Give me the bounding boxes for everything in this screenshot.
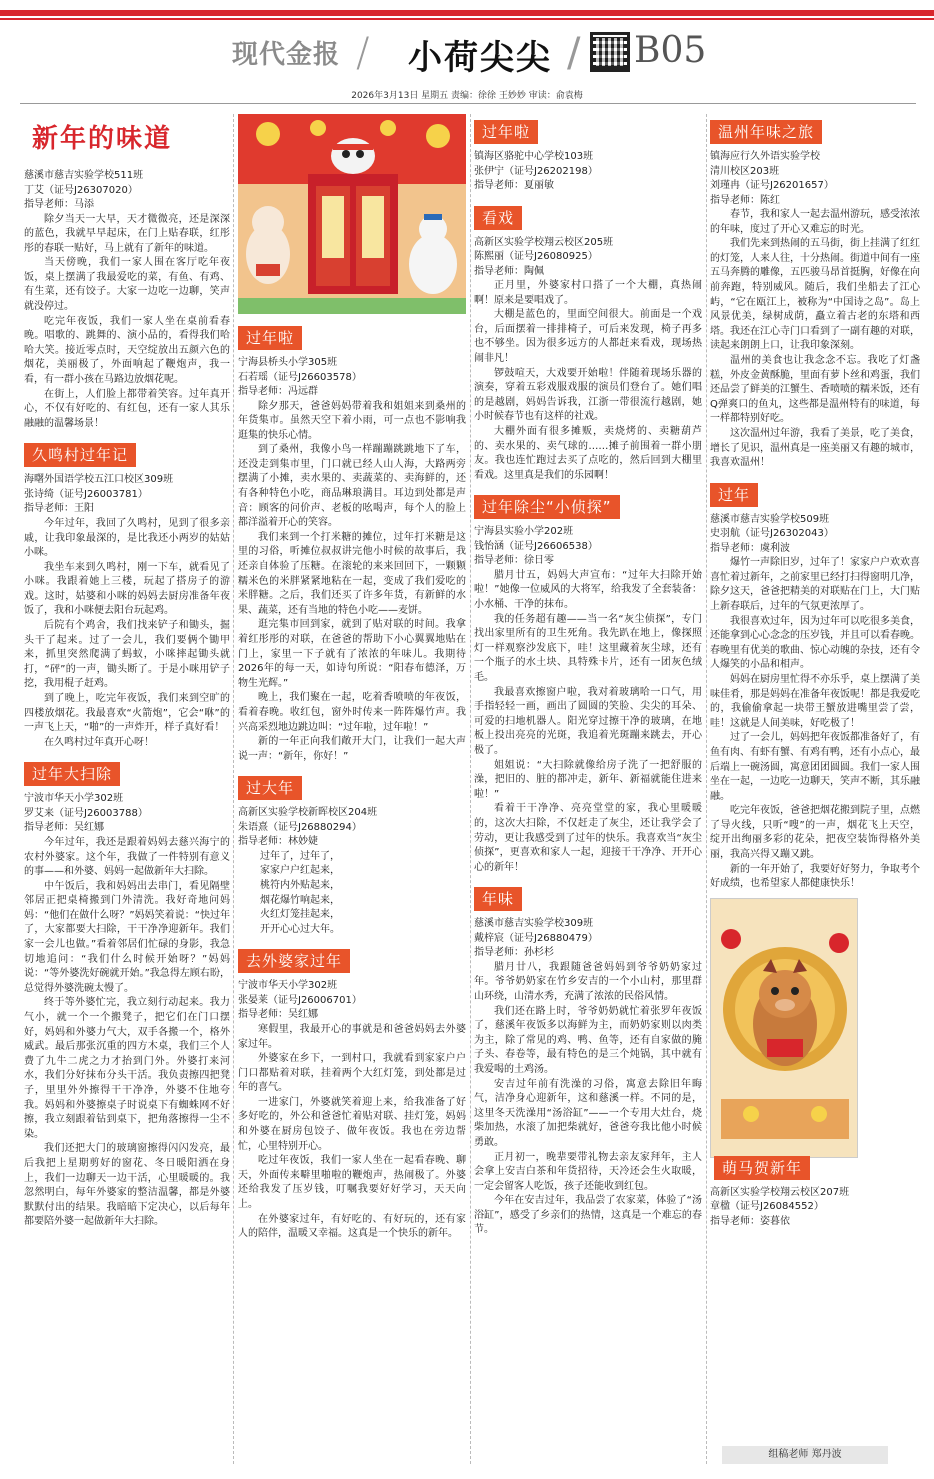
paragraph: 这次温州过年游，我看了美景，吃了美食，增长了见识，温州真是一座美丽又有趣的城市，我喜欢温州！: [710, 427, 920, 469]
paragraph: 我们还在路上时，爷爷奶奶就忙着张罗年夜饭了，慈溪年夜饭多以海鲜为主，而奶奶家则以肉类为主，除了常见的鸡、鸭、鱼等，还有自家做的腌子头、春卷等，最有特色的是三个炖锅，其中就有我爱喝的土鸡汤。: [474, 1005, 702, 1075]
column-divider: [706, 114, 707, 1464]
article-title-tag: 年味: [474, 887, 522, 911]
paragraph: 寒假里，我最开心的事就是和爸爸妈妈去外婆家过年。: [238, 1023, 466, 1050]
column-3: [474, 114, 702, 1238]
article-title-tag: 温州年味之旅: [710, 120, 822, 144]
paragraph: 终于等外婆忙完，我立刻行动起来。我力气小，就一个一个搬凳子，把它们在门口摆好，妈妈和外婆力气大，双手各搬一个，格外威武。最后那张沉重的四方木桌，我们三个人费了九牛二虎之力才抬到门外。外婆打来河水，我们分好抹布分头干活。我负责擦四把凳子，里里外外擦得干干净净，外婆不住地夸我。妈妈和外婆擦桌子时说桌下有蜘蛛网不好擦，我立刻跟着钻到桌下，把角落擦得一尘不染。: [24, 997, 230, 1140]
article: [474, 200, 702, 484]
paragraph: 在街上，人们脸上都带着笑容。过年真开心，不仅有好吃的、有红包，还有一家人其乐融融的温馨场景！: [24, 388, 230, 429]
top-red-rule-thin: [0, 18, 934, 20]
paragraph: 后院有个鸡舍，我们找来铲子和锄头，掘头干了起来。过了一会儿，我们要俩个锄甲来，抓里突然爬满了蚂蚁，小咪摔起锄头就打，“砰”的一声，锄头断了。于是小咪用铲子挖，我用棍子赶鸡。: [24, 620, 230, 690]
paragraph: 我们先来到热闹的五马街，街上挂满了红红的灯笼，人来人往，十分热闹。街道中间有一座五马奔腾的雕像，五匹骏马昂首挺胸，好像在向前奔跑，特别威风。随后，我们坐船去了江心屿，“它在瓯江上，被称为“中国诗之岛”。岛上风景优美，绿树成荫，矗立着古老的东塔和西塔。我还在江心寺门口看到了一副有趣的对联，读起来朗朗上口，让我印象深刻。: [710, 238, 920, 352]
paragraph: 过了一会儿，妈妈把年夜饭都准备好了，有鱼有肉、有虾有蟹、有鸡有鸭，还有小点心，最后端上一碗汤圆，寓意团团圆圆。我们一家人围坐在一起，一边吃一边聊天，笑声不断，其乐融融。: [710, 732, 920, 802]
byline-author: 丁艾（证号J26307020）: [24, 184, 138, 196]
column-2: [238, 114, 466, 1242]
paragraph: 我的任务超有趣——当一名“灰尘侦探”，专门找出家里所有的卫生死角。我先趴在地上，像探照灯一样观察沙发底下，哇！这里藏着灰尘球，还有一个瓶子的水土块、具特殊卡片，还有一团灰色绒毛。: [474, 613, 702, 683]
article: [710, 477, 920, 892]
paragraph: 除夕当天一大早，天才微微亮，还是深深的蓝色，我就早早起床，在门上贴春联，红彤彤的春联一贴好，马上就有了新年的味道。: [24, 213, 230, 254]
article: [238, 320, 466, 764]
paragraph: 春节，我和家人一起去温州游玩，感受浓浓的年味，度过了开心又难忘的时光。: [710, 209, 920, 235]
byline-teacher: 指导老师：虞利波: [710, 542, 790, 554]
byline: [710, 150, 920, 208]
byline-school: 宁波市华天小学302班: [238, 980, 338, 992]
header-rule: [20, 103, 916, 104]
poem-line: 火红灯笼挂起来，: [260, 909, 340, 921]
byline-school: 高新区实验学校翔云校区207班: [710, 1186, 850, 1198]
painting-drawing: [238, 114, 466, 314]
top-red-rule: [0, 10, 934, 16]
editor-credit: 组稿老师 郑丹波: [722, 1446, 888, 1464]
byline-school: 慈溪市慈吉实验学校309班: [474, 918, 594, 930]
column-divider: [233, 114, 234, 1464]
dateline: 2026年3月13日 星期五 责编：徐徐 王妙妙 审读：俞袁梅: [351, 91, 583, 101]
article-title: 新年的味道: [32, 124, 173, 154]
page-number: B05: [634, 30, 707, 71]
byline-teacher: 指导老师：夏丽敏: [474, 180, 554, 191]
paragraph: 在久鸣村过年真开心呀！: [44, 736, 154, 748]
article-title-tag: 萌马贺新年: [714, 1156, 810, 1180]
article: [474, 881, 702, 1238]
byline: [474, 525, 702, 569]
paragraph: 我很喜欢过年，因为过年可以吃很多美食，还能拿到心心念念的压岁钱，并且可以看春晚。春晚里有优美的歌曲、惊心动魄的杂技，还有令人爆笑的小品和相声。: [710, 615, 920, 671]
byline-teacher: 指导老师：陶佩: [474, 265, 544, 277]
article: [24, 756, 230, 1230]
byline-school: 镇海区骆驼中心学校103班: [474, 151, 594, 162]
byline: [238, 356, 466, 400]
paragraph: 今年在安吉过年，我品尝了农家菜，体验了“汤浴缸”，感受了乡亲们的热情，这真是一个难忘的春节。: [474, 1195, 702, 1236]
article: [238, 943, 466, 1241]
paragraph: 温州的美食也让我念念不忘。我吃了灯盏糕，外皮金黄酥脆，里面有萝卜丝和鸡蛋，我们还品尝了鲜美的江蟹生、香喷喷的糯米饭，还有Q弹爽口的鱼丸，这些都是温州特有的味道，每一样都特别好吃。: [710, 354, 920, 425]
article: [24, 118, 230, 431]
paragraph: 我们来到一个打米糖的摊位，过年打米糖是这里的习俗，听摊位叔叔讲完他小时候的故事后，我还亲自体验了压糖。在滚轮的来来回回下，一颗颗糯米色的米胖紧紧地粘在一起，变成了我们爱吃的米胖糖。之后，我们还买了许多年货，有新鲜的水果、蔬菜，还有当地的特色小吃——麦饼。: [238, 531, 466, 616]
paragraph: 爆竹一声除旧岁，过年了！家家户户欢欢喜喜忙着过新年，之前家里已经打扫得窗明几净，除夕这天，爸爸把精美的对联贴在门上，大门贴上新春联后，过年的气氛更浓厚了。: [710, 557, 920, 612]
paragraph: 新的一年正向我们敞开大门，让我们一起大声说一声：“新年，你好！”: [238, 736, 466, 762]
byline-author: 朱语熹（证号J26880294）: [238, 821, 362, 833]
poem-line: 桃符内外贴起来，: [260, 880, 340, 892]
paragraph: 中午饭后，我和妈妈出去串门，看见隔壁邻居正把桌椅搬到门外清洗。我好奇地问妈妈：“他们在做什么呀？”妈妈笑着说：“快过年了，大家都要大扫除，干干净净迎新年。我们家一会儿也做。”看着邻居们忙碌的身影，我急切地追问：“我们什么时候开始呀？”妈妈说：“等外婆洗好碗就开始。”我急得左顾右盼，总觉得外婆洗碗太慢了。: [24, 880, 230, 994]
byline-author: 石若瑶（证号J26603578）: [238, 371, 362, 383]
article-title-tag: 过年啦: [238, 326, 302, 350]
byline: [710, 513, 920, 557]
byline-teacher: 指导老师：王阳: [24, 503, 94, 515]
byline-school: 宁海县实验小学202班: [474, 526, 574, 538]
paragraph: 吃完年夜饭，我们一家人坐在桌前看春晚。唱歌的、跳舞的、演小品的，看得我们哈哈大笑。接近零点时，天空绽放出五颜六色的烟花，美丽极了，外面响起了鞭炮声，我一看，有一群小孩在马路边放烟花呢。: [24, 315, 230, 386]
paragraph: 正月里，外婆家村口搭了一个大棚，真热闹啊！原来是要唱戏了。: [474, 280, 702, 306]
byline: [474, 236, 702, 280]
article-title-tag: 看戏: [474, 206, 522, 230]
paragraph: 逛完集市回到家，就到了贴对联的时间。我拿着红彤彤的对联，在爸爸的帮助下小心翼翼地贴在门上，家里一下子就有了浓浓的年味儿。我期待2026年的每一天，如诗句所说：“阳春布德泽，万物生光辉。”: [238, 619, 466, 689]
paragraph: 大棚外面有很多摊贩，卖烧烤的、卖糖葫芦的、卖水果的、卖气球的……摊子前围着一群小朋友。我也连忙跑过去买了点吃的，然后回到大棚里看戏。这里真是我们的乐园啊！: [474, 425, 702, 481]
byline-author: 陈熙丽（证号J26080925）: [474, 251, 598, 262]
byline-teacher: 指导老师：徐日零: [474, 555, 554, 567]
paragraph: 吃过年夜饭，我们一家人坐在一起看春晚、聊天，外面传来噼里啪啦的鞭炮声，热闹极了。外婆还给我发了压岁钱，叮嘱我要好好学习，天天向上。: [238, 1155, 466, 1211]
byline-author: 史羽航（证号J26302043）: [710, 528, 834, 540]
paragraph: 安吉过年前有洗澡的习俗，寓意去除旧年晦气，洁净身心迎新年，这和慈溪一样。不同的是，这里冬天洗澡用“汤浴缸”——一个专用大灶台，烧柴加热，水滚了加把柴就好，爸爸夸我比他小时候勇敢。: [474, 1078, 702, 1148]
byline: [24, 792, 230, 836]
article: [474, 114, 702, 194]
column-1: [24, 114, 230, 1230]
paragraph: 正月初一，晚辈要带礼物去亲友家拜年，主人会拿上安吉白茶和年货招待，天冷还会生火取暖，一定会留客人吃饭，孩子还能收到红包。: [474, 1151, 702, 1192]
masthead-divider: /: [567, 30, 581, 76]
column-4: [710, 114, 920, 1229]
paragraph: 新的一年开始了，我要好好努力，争取考个好成绩，也希望家人都健康快乐！: [710, 863, 920, 890]
byline-author: 戴梓宸（证号J26880479）: [474, 932, 598, 944]
article: [24, 437, 230, 750]
paragraph: 今年过年，我回了久鸣村，见到了很多亲戚，让我印象最深的，是比我还小两岁的姑姑小咪。: [24, 517, 230, 559]
byline-teacher: 指导老师：林妙婕: [238, 836, 318, 848]
paragraph: 一进家门，外婆就笑着迎上来，给我准备了好多好吃的，外公和爸爸忙着贴对联、挂灯笼，妈妈和外婆在厨房包饺子、做年夜饭。我也在旁边帮忙，心里特别开心。: [238, 1096, 466, 1152]
paragraph: 腊月廿八，我跟随爸爸妈妈到爷爷奶奶家过年。爷爷奶奶家在竹乡安吉的一个小山村，那里群山环绕，山清水秀，充满了浓浓的民俗风情。: [474, 961, 702, 1002]
paragraph: 看着干干净净、亮亮堂堂的家，我心里暖暖的，这次大扫除，不仅赶走了灰尘，还让我学会了劳动，更让我感受到了过年的快乐。我喜欢当“灰尘侦探”，更喜欢和家人一起，迎接干干净净、开开心心的新年！: [474, 803, 702, 873]
article-title-tag: 过大年: [238, 776, 302, 800]
paragraph: 腊月廿五，妈妈大声宣布：“过年大扫除开始啦！”她像一位威风的大将军，给我发了全套装备：小水桶、干净的抹布。: [474, 569, 702, 610]
byline-author: 张伊宁（证号J26202198）: [474, 165, 598, 177]
byline: [238, 806, 466, 850]
byline-school: 海曙外国语学校五江口校区309班: [24, 474, 174, 486]
masthead-divider: /: [356, 30, 370, 76]
article: [710, 898, 920, 1230]
paragraph: 我们还把大门的玻璃窗擦得闪闪发亮，最后我把上星期剪好的窗花、冬日暖阳洒在身上，我们一边聊天一边干活，心里暖暖的。我忽然明白，每年外婆家的整洁温馨，都是外婆默默付出的结果。我暗暗下定决心，以后每年都要陪外婆一起做新年大扫除。: [24, 1143, 230, 1228]
poem-line: 家家户户红起来，: [260, 865, 340, 877]
column-divider: [470, 114, 471, 1464]
article-title-tag: 过年大扫除: [24, 762, 120, 786]
byline-school: 慈溪市慈吉实验学校511班: [24, 170, 144, 181]
byline: [474, 150, 702, 194]
paragraph: 到了晚上，吃完年夜饭，我们来到空旷的四楼放烟花。我最喜欢“火箭炮”，它会“咻”的一声飞上天，“啪”的一声炸开，样子真好看！: [24, 693, 230, 734]
byline: [24, 169, 230, 213]
article-title-tag: 久鸣村过年记: [24, 443, 136, 467]
byline-teacher: 指导老师：马添: [24, 199, 94, 210]
article: [474, 489, 702, 875]
byline-author: 张诗绮（证号J26003781）: [24, 488, 148, 500]
byline: [24, 473, 230, 517]
byline-teacher: 指导老师：冯远群: [238, 386, 318, 397]
byline-teacher: 指导老师：姿暮依: [710, 1215, 790, 1227]
poem-line: 烟花爆竹响起来，: [260, 894, 340, 906]
article: [238, 770, 466, 937]
paragraph: 外婆家在乡下，一到村口，我就看到家家户户门口都贴着对联，挂着两个大红灯笼，到处都是过年的喜气。: [238, 1053, 466, 1094]
paragraph: 吃完年夜饭，爸爸把烟花搬到院子里，点燃了导火线，只听“嗖”的一声，烟花飞上天空，绽开出绚丽多彩的花朵，把夜空装饰得格外美丽，我高兴得又蹦又跳。: [710, 805, 920, 861]
horse-drawing: [711, 899, 858, 1158]
paragraph: 晚上，我们聚在一起，吃着香喷喷的年夜饭，看着春晚。收红包，窗外时传来一阵阵爆竹声。我兴高采烈地边跳边叫：“过年啦，过年啦！”: [238, 692, 466, 733]
article-title-tag: 过年除尘“小侦探”: [474, 495, 620, 519]
paragraph: 姐姐说：“大扫除就像给房子洗了一把舒服的澡，把旧的、脏的都冲走，新年、新福就能住进来啦！”: [474, 759, 702, 800]
byline-teacher: 指导老师：陈红: [710, 194, 780, 206]
byline-author: 刘瑾冉（证号J26201657）: [710, 180, 834, 191]
paragraph: 我最喜欢擦窗户啦，我对着玻璃哈一口气，用手指轻轻一画，画出了圆圆的笑脸、尖尖的耳朵、可爱的扫地机器人。阳光穿过擦干净的玻璃，在地板上投出亮亮的光斑，我追着光斑蹦来跳去，开心极了。: [474, 686, 702, 756]
byline: [238, 979, 466, 1023]
byline-author: 章楹（证号J26084552）: [710, 1201, 824, 1213]
poem-line: 开开心心过大年。: [260, 923, 340, 935]
paragraph: 当天傍晚，我们一家人围在客厅吃年夜饭，桌上摆满了我最爱吃的菜，有鱼、有鸡、有生菜，还有饺子。大家一边吃一边聊，笑声就没停过。: [24, 257, 230, 313]
new-year-painting-image: [238, 114, 466, 314]
byline: [474, 917, 702, 961]
byline-teacher: 指导老师：孙杉杉: [474, 947, 554, 959]
article-title-tag: 过年啦: [474, 120, 538, 144]
paragraph: 锣鼓喧天，大戏要开始啦！伴随着现场乐器的演奏，穿着五彩戏服戏服的演员们登台了。她们唱的是越剧，妈妈告诉我，江浙一带很流行越剧，她小时候春节也有这样的社戏。: [474, 367, 702, 423]
byline-school: 慈溪市慈吉实验学校509班: [710, 513, 830, 525]
byline-author: 张晏莱（证号J26006701）: [238, 994, 362, 1006]
byline-school-campus: 清川校区203班: [710, 165, 780, 177]
paragraph: 在外婆家过年，有好吃的、有好玩的，还有家人的陪伴，温暖又幸福。这真是一个快乐的新年。: [238, 1213, 466, 1240]
byline-teacher: 指导老师：吴红娜: [238, 1009, 318, 1021]
poem-line: 过年了，过年了，: [260, 850, 340, 862]
byline-author: 罗艾来（证号J26003788）: [24, 807, 148, 819]
paragraph: 我坐车来到久鸣村，刚一下车，就看见了小咪。我跟着她上三楼，玩起了搭房子的游戏。这时，姑婆和小咪的妈妈去厨房准备年夜饭了，我和小咪便去阳台玩起鸡。: [24, 561, 230, 617]
section-title: 小荷尖尖: [408, 38, 552, 78]
byline-school: 宁海县桥头小学305班: [238, 357, 338, 368]
masthead: [0, 24, 934, 84]
paragraph: 大棚是蓝色的，里面空间很大。前面是一个戏台，后面摆着一排排椅子，可后来发现，椅子再多也不够坐。因为很多远方的人都赶来看戏，现场热闹非凡！: [474, 309, 702, 364]
byline-school: 镇海应行久外语实验学校: [710, 151, 820, 162]
paragraph: 今年过年，我还是跟着妈妈去慈兴海宁的农村外婆家。这个年，我做了一件特别有意义的事——和外婆、妈妈一起做新年大扫除。: [24, 836, 230, 878]
qr-code-icon: [590, 32, 630, 72]
byline-school: 高新区实验学校新晖校区204班: [238, 807, 378, 819]
byline-school: 高新区实验学校翔云校区205班: [474, 236, 614, 248]
byline-author: 钱怡涵（证号J26606538）: [474, 540, 598, 552]
byline-teacher: 指导老师：吴红娜: [24, 822, 104, 834]
byline: [710, 1186, 920, 1230]
paragraph: 妈妈在厨房里忙得不亦乐乎，桌上摆满了美味佳肴，那是妈妈在准备年夜饭呢！都是我爱吃的，我偷偷拿起一块带王蟹放进嘴里尝了尝，哇！这就是人间美味，好吃极了！: [710, 673, 920, 729]
article: [710, 114, 920, 471]
byline-school: 宁波市华天小学302班: [24, 793, 124, 805]
article-title-tag: 过年: [710, 483, 758, 507]
paragraph: 到了桑州，我像小鸟一样蹦蹦跳跳地下了车，还没走到集市里，门口就已经人山人海，大路两旁摆满了小摊，卖水果的、卖蔬菜的、卖海鲜的，还有各种特色小吃，商品琳琅满目。耳边到处都是声音：顾客的问价声、老板的吆喝声，每个人的脸上都洋溢着开心的笑容。: [238, 444, 466, 529]
brand-logo: 现代金报: [232, 40, 341, 70]
paragraph: 除夕那天，爸爸妈妈带着我和姐姐来到桑州的年货集市。虽然天空下着小雨，可一点也不影响我逛集的快乐心情。: [238, 400, 466, 441]
horse-drawing-image: [710, 898, 858, 1158]
article-title-tag: 去外婆家过年: [238, 949, 350, 973]
